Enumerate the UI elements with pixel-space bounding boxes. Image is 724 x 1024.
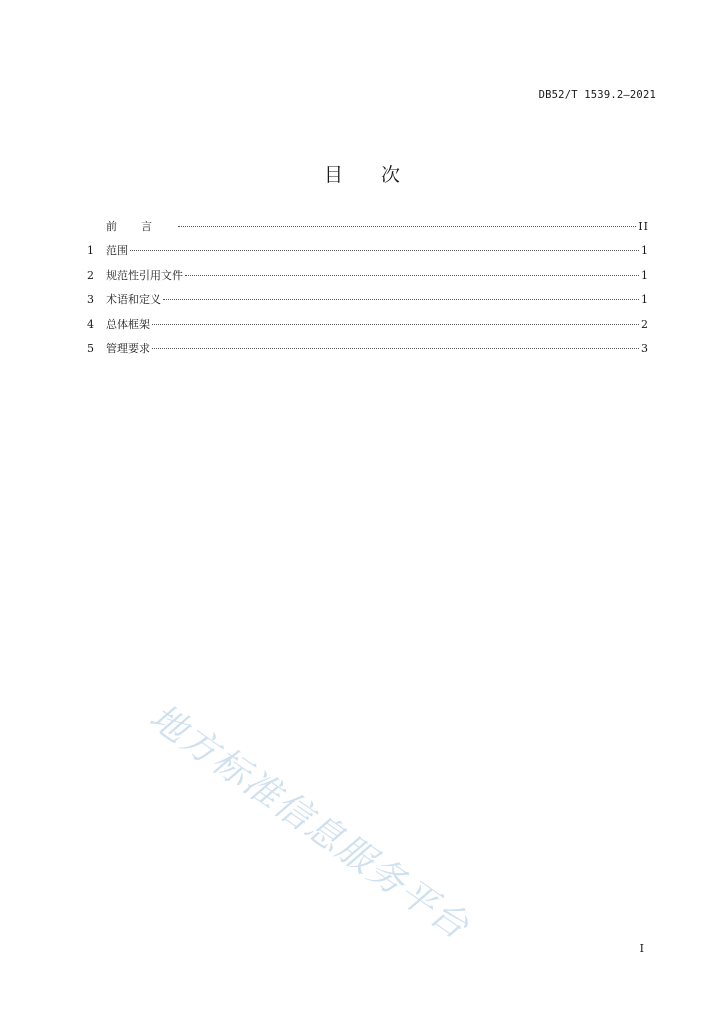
standard-code: DB52/T 1539.2—2021: [538, 89, 656, 101]
page-title: [0, 160, 724, 187]
toc-entry-management-requirements[interactable]: [87, 341, 649, 365]
toc-entry-number: 3: [87, 293, 94, 307]
toc-entry-number: 1: [87, 244, 94, 258]
toc-entry-number: 5: [87, 341, 94, 355]
toc-entry-page: 1: [641, 244, 649, 258]
toc-leader-dots: [185, 275, 639, 276]
toc-entry-label: 术语和定义: [106, 293, 161, 307]
toc-leader-dots: [152, 324, 639, 325]
toc-entry-page: 1: [641, 293, 649, 307]
toc-entry-number: 2: [87, 268, 94, 282]
toc-entry-page: II: [638, 220, 649, 233]
toc-entry-page: 3: [641, 341, 649, 355]
toc-entry-general-framework[interactable]: [87, 317, 649, 341]
toc-entry-foreword[interactable]: [87, 219, 649, 243]
toc-entry-page: 1: [641, 268, 649, 282]
toc-leader-dots: [152, 348, 639, 349]
watermark: 地方标准信息服务平台: [141, 696, 477, 949]
toc-entry-label: 前言: [106, 220, 176, 233]
toc-entry-normative-references[interactable]: [87, 268, 649, 292]
toc-entry-label: 管理要求: [106, 341, 150, 355]
toc-entry-label: 范围: [106, 244, 128, 258]
table-of-contents: [87, 219, 649, 365]
page-number: I: [639, 942, 644, 955]
toc-leader-dots: [163, 299, 639, 300]
toc-entry-scope[interactable]: [87, 243, 649, 267]
toc-entry-label: 规范性引用文件: [106, 268, 183, 282]
toc-leader-dots: [178, 226, 636, 227]
toc-leader-dots: [130, 250, 639, 251]
toc-entry-terms-definitions[interactable]: [87, 292, 649, 316]
toc-entry-page: 2: [641, 317, 649, 331]
title-part-2: 次: [381, 164, 401, 186]
toc-entry-number: 4: [87, 317, 94, 331]
toc-entry-label: 总体框架: [106, 317, 150, 331]
title-part-1: 目: [323, 164, 343, 186]
